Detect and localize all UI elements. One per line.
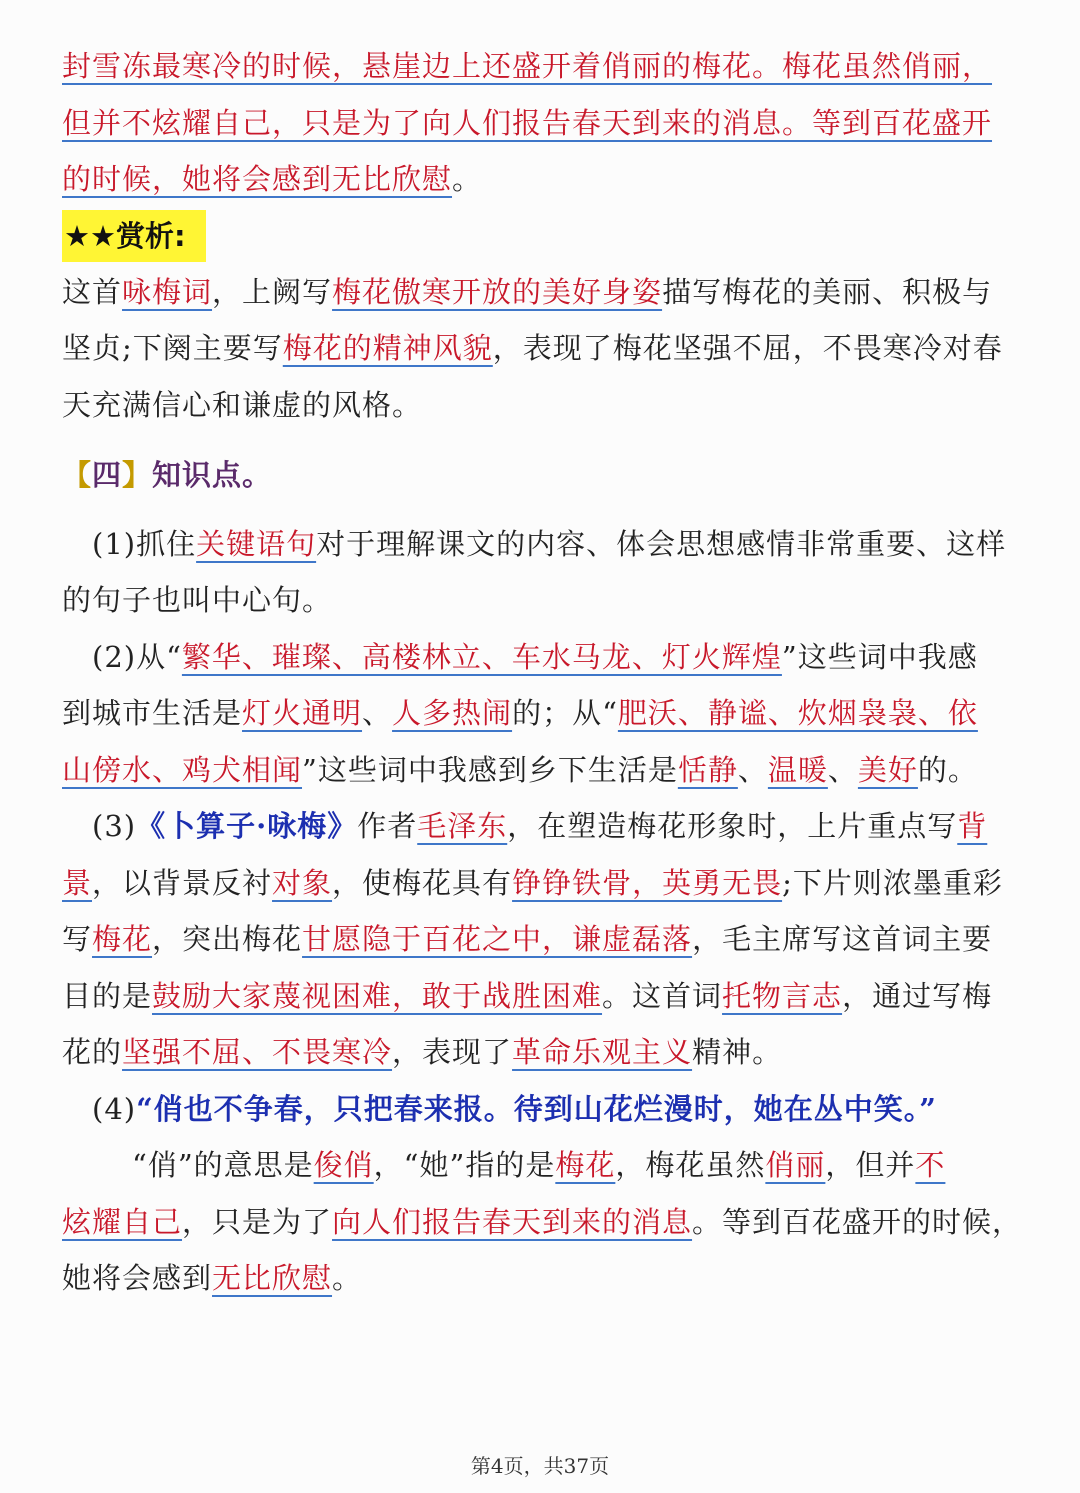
highlight-text: 铮铮铁骨，英勇无畏 <box>512 865 783 900</box>
highlight-text: 鼓励大家蔑视困难，敢于战胜困难 <box>152 978 603 1013</box>
paragraph-line <box>62 38 1020 95</box>
paragraph-line <box>62 95 1020 152</box>
paragraph-line <box>62 320 1020 377</box>
highlight-text: 坚强不屈、不畏寒冷 <box>122 1035 393 1069</box>
text: 写 <box>62 922 93 956</box>
highlight-text: 梅花的精神风貌 <box>282 331 493 365</box>
text: (3) <box>92 809 137 843</box>
text: 到城市生活是 <box>62 696 243 730</box>
highlight-text: 但并不炫耀自己，只是为了向人们报告春天到来的消息。等到百花盛开 <box>62 105 993 140</box>
appreciation-row <box>62 208 1020 264</box>
text: 、 <box>737 752 768 787</box>
paragraph-line <box>62 572 1020 629</box>
text: 、 <box>362 696 393 730</box>
paragraph-line <box>62 1137 1020 1194</box>
highlight-text: 景 <box>62 865 93 900</box>
highlight-text: 毛泽东 <box>417 809 508 843</box>
highlight-text: 向人们报告春天到来的消息 <box>332 1204 693 1239</box>
text: 、 <box>827 752 858 787</box>
highlight-text: 关键语句 <box>196 526 317 561</box>
highlight-text: 无比欣慰 <box>212 1261 333 1295</box>
bracket: 【 <box>62 458 93 492</box>
text: ，上阙写 <box>212 274 333 309</box>
poem-title: 《卜算子·咏梅》 <box>136 809 358 843</box>
paragraph-line <box>62 968 1020 1025</box>
highlight-text: 梅花傲寒开放的美好身姿 <box>332 274 663 309</box>
text: 描写梅花的美丽、积极与 <box>662 274 993 309</box>
highlight-text: 甘愿隐于百花之中，谦虚磊落 <box>302 922 693 956</box>
paragraph-line <box>62 911 1020 968</box>
poem-quote: “俏也不争春，只把春来报。待到山花烂漫时，她在丛中笑。” <box>136 1091 937 1126</box>
paragraph-line <box>62 264 1020 321</box>
section-number: 四 <box>92 458 123 492</box>
text: ，通过写梅 <box>842 978 993 1013</box>
highlight-text: 不 <box>915 1148 946 1182</box>
highlight-text: 咏梅词 <box>122 274 213 309</box>
highlight-text: 山傍水、鸡犬相闻 <box>62 752 303 787</box>
text: ，表现了 <box>392 1035 513 1069</box>
document-body <box>62 38 1023 1307</box>
highlight-text: 梅花 <box>92 922 153 956</box>
text: 的。 <box>917 752 978 787</box>
paragraph-line <box>62 1194 1023 1251</box>
text: 精神。 <box>692 1035 783 1069</box>
text: ，在塑造梅花形象时，上片重点写 <box>507 809 958 843</box>
highlight-text: 灯火通明 <box>242 696 363 730</box>
paragraph-line <box>62 629 1020 686</box>
highlight-text: 炫耀自己 <box>62 1204 183 1239</box>
text: 花的 <box>62 1035 123 1069</box>
text: 。 <box>332 1261 363 1295</box>
text: 这首 <box>62 274 123 309</box>
text: ，只是为了 <box>182 1204 333 1239</box>
highlight-text: 托物言志 <box>722 978 843 1013</box>
text: ，但并 <box>825 1148 916 1182</box>
text: 对于理解课文的内容、体会思想感情非常重要、这样 <box>316 526 1007 561</box>
text: ，表现了梅花坚强不屈，不畏寒冷对春 <box>492 331 1003 365</box>
text: ，梅花虽然 <box>615 1148 766 1182</box>
highlight-text: 温暖 <box>767 752 828 787</box>
text: (4) <box>92 1091 137 1126</box>
text: ，“她”指的是 <box>373 1148 556 1182</box>
text: ”这些词中我感 <box>781 639 978 674</box>
highlight-text: 肥沃、静谧、炊烟袅袅、依 <box>617 696 978 730</box>
page-number: 第4页，共37页 <box>470 1454 610 1478</box>
paragraph-line <box>62 855 1020 912</box>
text: “俏”的意思是 <box>132 1148 314 1182</box>
text: 。这首词 <box>602 978 723 1013</box>
highlight-text: 革命乐观主义 <box>512 1035 693 1069</box>
highlight-text: 繁华、璀璨、高楼林立、车水马龙、灯火辉煌 <box>181 639 782 674</box>
text: ;下片则浓墨重彩 <box>782 865 1003 900</box>
text: ，毛主席写这首词主要 <box>692 922 993 956</box>
paragraph-line <box>62 516 1020 573</box>
paragraph-line <box>62 151 1020 208</box>
text: (2)从“ <box>92 639 182 674</box>
paragraph-line <box>62 1024 1020 1081</box>
text: 。 <box>452 162 483 196</box>
text: ”这些词中我感到乡下生活是 <box>302 752 678 787</box>
text: 的句子也叫中心句。 <box>62 583 333 617</box>
appreciation-badge: ★★赏析: <box>62 210 206 262</box>
section-heading <box>62 447 1020 504</box>
bracket: 】 <box>122 458 153 492</box>
highlight-text: 梅花 <box>555 1148 616 1182</box>
paragraph-line <box>62 685 1020 742</box>
highlight-text: 背 <box>957 809 988 843</box>
highlight-text: 俊俏 <box>313 1148 374 1182</box>
text: 作者 <box>357 809 418 843</box>
paragraph-line <box>62 1081 1020 1138</box>
paragraph-line <box>62 377 1020 434</box>
text: 目的是 <box>62 978 153 1013</box>
highlight-text: 人多热闹 <box>392 696 513 730</box>
highlight-text: 对象 <box>272 865 333 900</box>
highlight-text: 封雪冻最寒冷的时候，悬崖边上还盛开着俏丽的梅花。梅花虽然俏丽， <box>62 49 993 83</box>
highlight-text: 俏丽 <box>765 1148 826 1182</box>
highlight-text: 恬静 <box>677 752 738 787</box>
paragraph-line <box>62 1250 1020 1307</box>
highlight-text: 的时候，她将会感到无比欣慰 <box>62 162 453 196</box>
paragraph-line <box>62 742 1020 799</box>
text: ，突出梅花 <box>152 922 303 956</box>
highlight-text: 美好 <box>857 752 918 787</box>
text: 天充满信心和谦虚的风格。 <box>62 387 423 422</box>
text: 她将会感到 <box>62 1261 213 1295</box>
text: 。等到百花盛开的时候， <box>692 1204 1023 1239</box>
text: (1)抓住 <box>92 526 197 561</box>
paragraph-line <box>62 798 1020 855</box>
text: ，使梅花具有 <box>332 865 513 900</box>
text: 坚贞;下阕主要写 <box>62 331 283 365</box>
text: ，以背景反衬 <box>92 865 273 900</box>
section-title: 知识点。 <box>152 458 273 492</box>
text: 的；从“ <box>512 696 618 730</box>
